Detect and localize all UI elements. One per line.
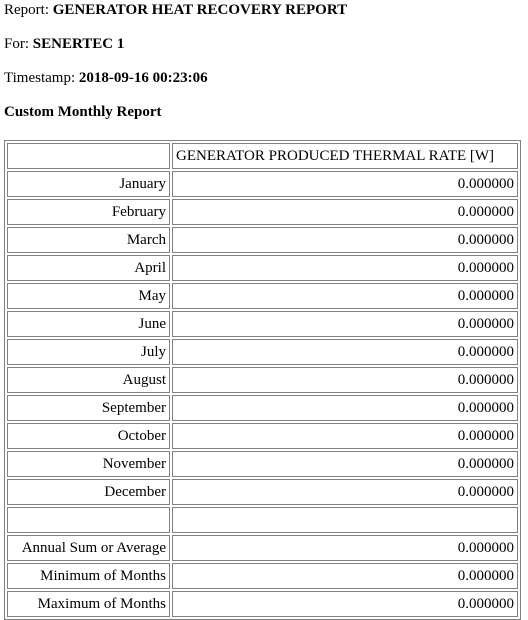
blank-cell <box>7 507 170 533</box>
table-row <box>7 451 518 477</box>
timestamp-label: Timestamp: <box>4 70 76 86</box>
row-value: 0.000000 <box>172 367 518 393</box>
for-label: For: <box>4 36 30 52</box>
table-row <box>7 227 518 253</box>
row-label: October <box>7 423 170 449</box>
table-row <box>7 339 518 365</box>
summary-row <box>7 563 518 589</box>
column-header: GENERATOR PRODUCED THERMAL RATE [W] <box>172 143 518 169</box>
row-label: December <box>7 479 170 505</box>
row-value: 0.000000 <box>172 339 518 365</box>
summary-value: 0.000000 <box>172 591 518 617</box>
timestamp-value: 2018-09-16 00:23:06 <box>78 70 208 86</box>
table-row <box>7 171 518 197</box>
row-label: July <box>7 339 170 365</box>
row-value: 0.000000 <box>172 255 518 281</box>
summary-row <box>7 535 518 561</box>
row-value: 0.000000 <box>172 171 518 197</box>
row-label: May <box>7 283 170 309</box>
row-value: 0.000000 <box>172 199 518 225</box>
row-value: 0.000000 <box>172 423 518 449</box>
row-value: 0.000000 <box>172 479 518 505</box>
summary-label: Minimum of Months <box>7 563 170 589</box>
report-subtitle: Custom Monthly Report <box>4 104 162 120</box>
summary-value: 0.000000 <box>172 563 518 589</box>
table-row <box>7 311 518 337</box>
row-label: March <box>7 227 170 253</box>
summary-label: Maximum of Months <box>7 591 170 617</box>
row-label: August <box>7 367 170 393</box>
row-value: 0.000000 <box>172 227 518 253</box>
blank-cell <box>172 507 518 533</box>
blank-row <box>7 507 518 533</box>
table-header-row <box>7 143 518 169</box>
table-row <box>7 255 518 281</box>
summary-row <box>7 591 518 617</box>
row-value: 0.000000 <box>172 451 518 477</box>
monthly-report-table <box>4 140 521 620</box>
row-label: September <box>7 395 170 421</box>
row-value: 0.000000 <box>172 283 518 309</box>
row-label: November <box>7 451 170 477</box>
table-corner-cell <box>7 143 170 169</box>
summary-label: Annual Sum or Average <box>7 535 170 561</box>
timestamp-line <box>4 68 208 88</box>
table-row <box>7 367 518 393</box>
row-value: 0.000000 <box>172 395 518 421</box>
report-label: Report: <box>4 2 49 18</box>
table-row <box>7 395 518 421</box>
table-row <box>7 199 518 225</box>
report-for-line <box>4 34 124 54</box>
report-name: GENERATOR HEAT RECOVERY REPORT <box>52 2 348 18</box>
row-value: 0.000000 <box>172 311 518 337</box>
row-label: April <box>7 255 170 281</box>
row-label: January <box>7 171 170 197</box>
table-row <box>7 479 518 505</box>
summary-value: 0.000000 <box>172 535 518 561</box>
table-row <box>7 283 518 309</box>
row-label: February <box>7 199 170 225</box>
for-name: SENERTEC 1 <box>32 36 125 52</box>
report-title-line <box>4 0 347 20</box>
row-label: June <box>7 311 170 337</box>
table-row <box>7 423 518 449</box>
